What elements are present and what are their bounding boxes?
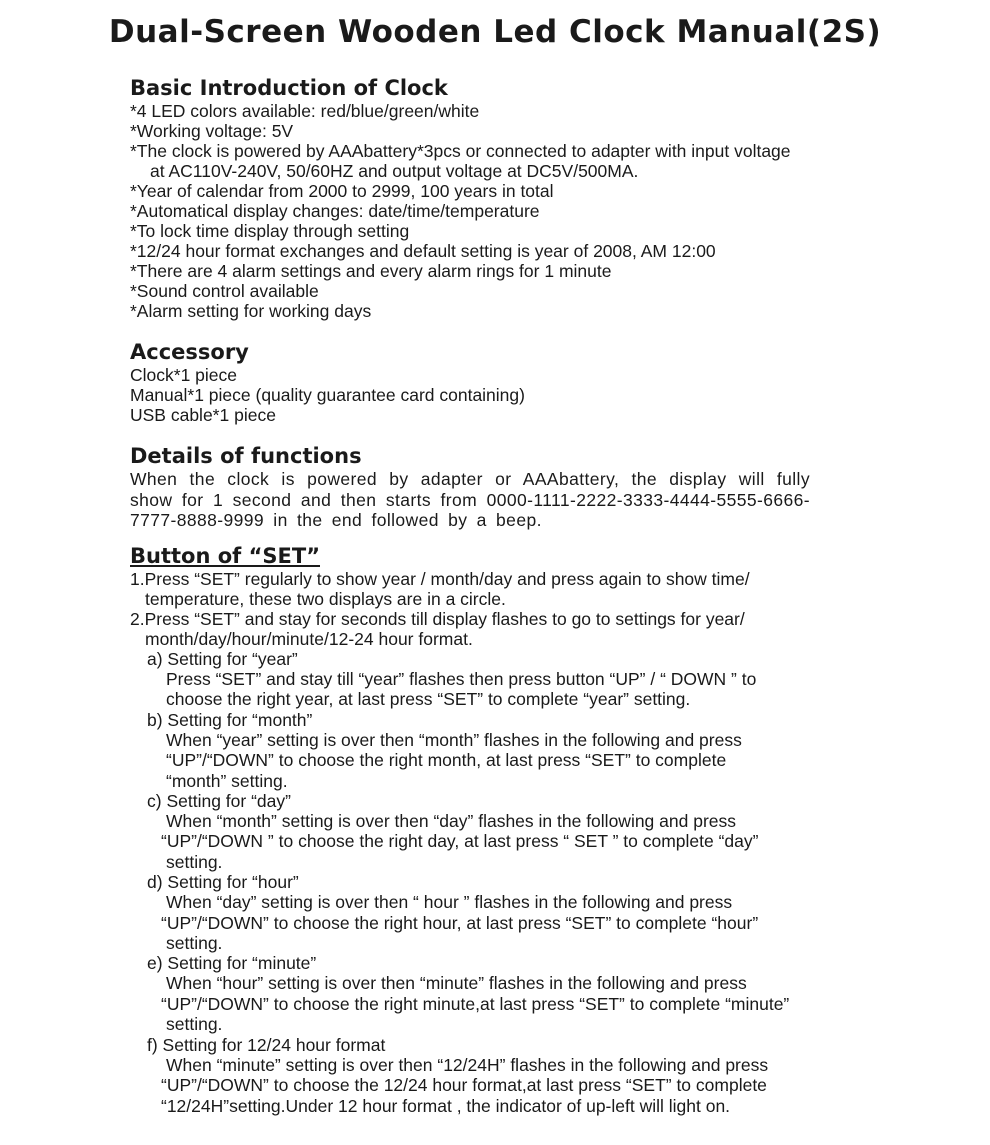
setting-line: Press “SET” and stay till “year” flashes then press button “UP” / “ DOWN ” to	[166, 669, 757, 689]
setting-line: “month” setting.	[166, 770, 288, 791]
setting-title: b) Setting for “month”	[147, 709, 313, 730]
setting-line: choose the right year, at last press “SET” to complete “year” setting.	[166, 689, 691, 710]
feature-line: *Alarm setting for working days	[130, 301, 372, 321]
feature-line: *4 LED colors available: red/blue/green/white	[130, 101, 480, 121]
page-title: Dual-Screen Wooden Led Clock Manual(2S)	[108, 14, 882, 50]
details-paragraph: When the clock is powered by adapter or AAAbattery, the display will fully show for 1 second and then starts from 0000-1111-2222-3333-4444-5555-6666-7777-8888-9999 in the end followed by a beep.	[130, 469, 810, 530]
setting-line: setting.	[166, 851, 223, 872]
feature-line: *There are 4 alarm settings and every alarm rings for 1 minute	[130, 261, 612, 281]
feature-line: *Sound control available	[130, 281, 319, 301]
setting-title: f) Setting for 12/24 hour format	[147, 1034, 386, 1055]
setting-line: When “minute” setting is over then “12/24H” flashes in the following and press	[166, 1054, 769, 1075]
feature-line: at AC110V-240V, 50/60HZ and output voltage at DC5V/500MA.	[150, 161, 639, 181]
set-button-section	[130, 544, 890, 1116]
basic-introduction-heading: Basic Introduction of Clock	[130, 76, 448, 100]
feature-line: *The clock is powered by AAAbattery*3pcs or connected to adapter with input voltage	[130, 141, 791, 161]
accessory-item: Clock*1 piece	[130, 365, 237, 385]
step-line: temperature, these two displays are in a circle.	[145, 589, 506, 609]
accessory-section	[130, 340, 890, 425]
details-heading: Details of functions	[130, 444, 362, 468]
setting-title: e) Setting for “minute”	[147, 953, 317, 974]
setting-12-24-format	[130, 1035, 890, 1116]
setting-line: When “day” setting is over then “ hour ” flashes in the following and press	[166, 892, 733, 913]
feature-line: *12/24 hour format exchanges and default setting is year of 2008, AM 12:00	[130, 241, 716, 261]
details-section	[130, 444, 890, 531]
feature-line: *To lock time display through setting	[130, 221, 410, 241]
basic-introduction-section	[130, 76, 890, 321]
feature-line: *Automatical display changes: date/time/temperature	[130, 201, 540, 221]
setting-line: When “month” setting is over then “day” flashes in the following and press	[166, 811, 737, 832]
setting-title: a) Setting for “year”	[147, 649, 298, 669]
set-button-heading: Button of “SET”	[130, 544, 320, 568]
feature-line: *Year of calendar from 2000 to 2999, 100 years in total	[130, 181, 554, 201]
setting-line: When “hour” setting is over then “minute” flashes in the following and press	[166, 973, 747, 994]
setting-day	[130, 791, 890, 872]
setting-hour	[130, 872, 890, 953]
feature-line: *Working voltage: 5V	[130, 121, 294, 141]
setting-line: “UP”/“DOWN” to choose the right minute,at last press “SET” to complete “minute”	[161, 993, 790, 1014]
setting-line: “UP”/“DOWN ” to choose the right day, at last press “ SET ” to complete “day”	[161, 831, 759, 852]
setting-minute	[130, 953, 890, 1034]
accessory-item: Manual*1 piece (quality guarantee card containing)	[130, 385, 525, 405]
setting-line: “12/24H”setting.Under 12 hour format , the indicator of up-left will light on.	[161, 1095, 731, 1116]
step-line: 1.Press “SET” regularly to show year / month/day and press again to show time/	[130, 569, 750, 589]
step-line: 2.Press “SET” and stay for seconds till display flashes to go to settings for year/	[130, 609, 745, 629]
accessory-heading: Accessory	[130, 340, 249, 364]
setting-line: setting.	[166, 1014, 223, 1035]
setting-line: setting.	[166, 933, 223, 954]
setting-line: When “year” setting is over then “month” flashes in the following and press	[166, 729, 742, 750]
accessory-item: USB cable*1 piece	[130, 405, 276, 425]
setting-line: “UP”/“DOWN” to choose the right month, at last press “SET” to complete	[166, 750, 727, 771]
setting-month	[130, 710, 890, 791]
setting-title: c) Setting for “day”	[147, 791, 291, 812]
setting-line: “UP”/“DOWN” to choose the 12/24 hour format,at last press “SET” to complete	[161, 1075, 767, 1096]
setting-title: d) Setting for “hour”	[147, 872, 299, 893]
step-line: month/day/hour/minute/12-24 hour format.	[145, 629, 473, 649]
setting-line: “UP”/“DOWN” to choose the right hour, at last press “SET” to complete “hour”	[161, 912, 759, 933]
setting-year	[130, 649, 890, 710]
